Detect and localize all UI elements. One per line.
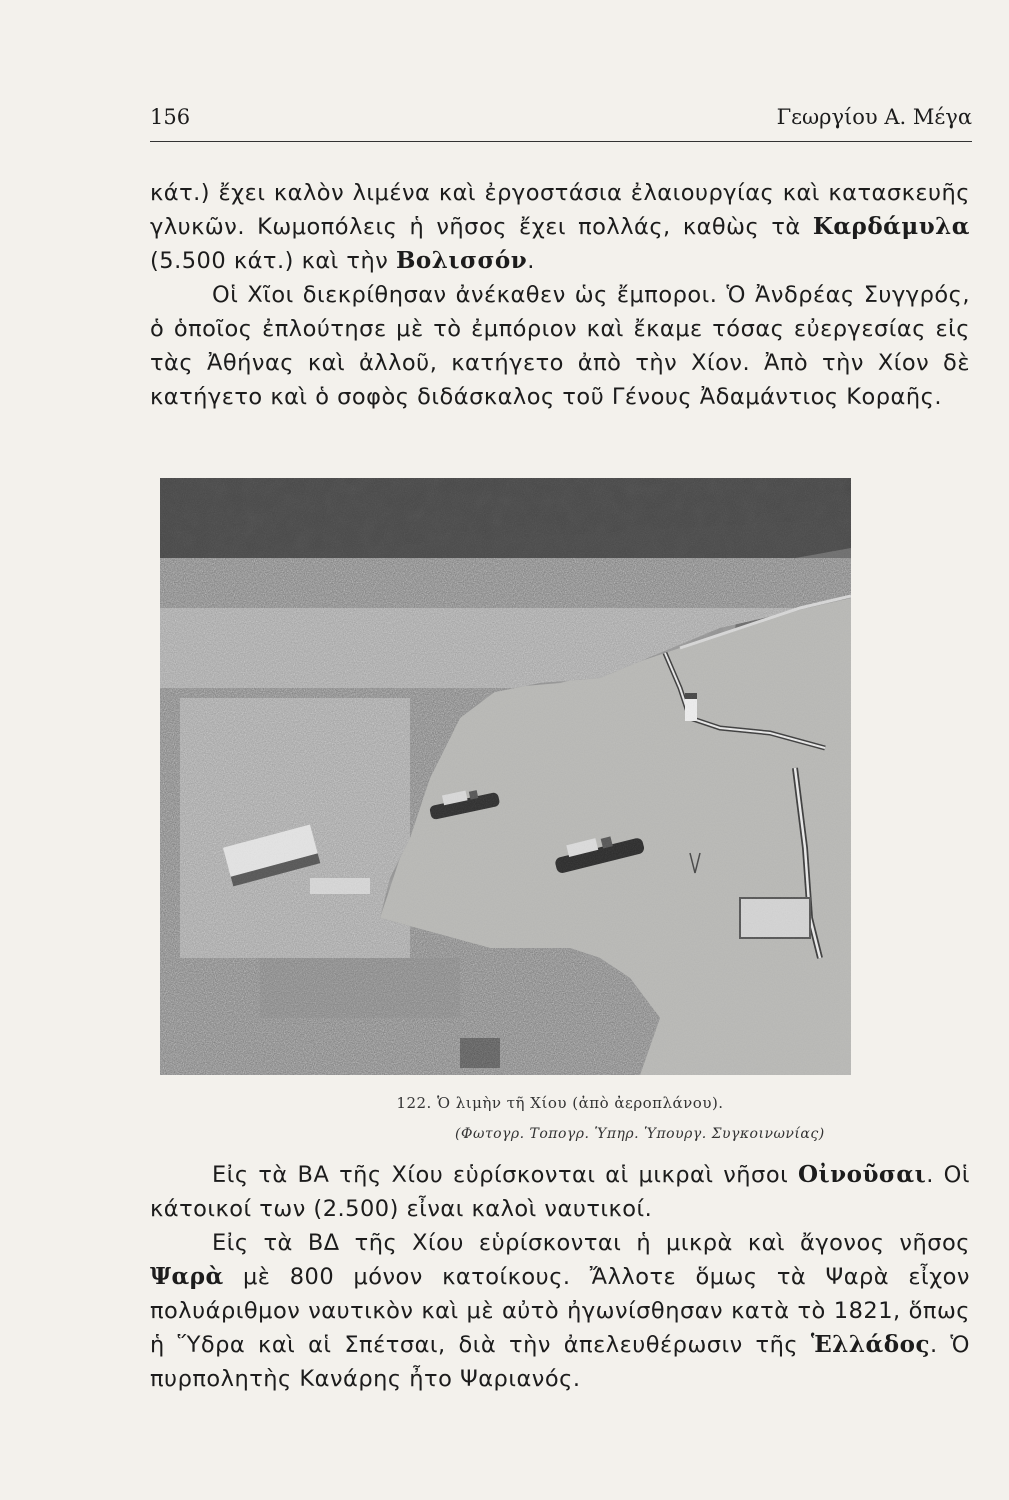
figure-caption-block [150, 1094, 970, 1142]
harbor-aerial-photo [160, 478, 851, 1075]
running-head: Γεωργίου Α. Μέγα [776, 105, 972, 129]
paragraph-1: κάτ.) ἔχει καλὸν λιμένα καὶ ἐργοστάσια ἐλαιουργίας καὶ κατασκευῆς γλυκῶν. Κωμοπόλεις ἡ νῆσος ἔχει πολλάς, καθὼς τὰ Καρδάμυλα (5.500 κάτ.) καὶ τὴν Βολισσόν. [150, 180, 970, 274]
figure-caption: 122. Ὁ λιμὴν τῆ Χίου (ἀπὸ ἀεροπλάνου). [396, 1094, 724, 1112]
place-name-kardamyla: Καρδάμυλα [812, 213, 970, 240]
page-header [150, 105, 972, 145]
paragraph-4: Εἰς τὰ ΒΔ τῆς Χίου εὑρίσκονται ἡ μικρὰ καὶ ἄγονος νῆσος Ψαρὰ μὲ 800 μόνον κατοίκους. Ἄλλοτε ὅμως τὰ Ψαρὰ εἶχον πολυάριθμον ναυτικὸν καὶ μὲ αὐτὸ ἠγωνίσθησαν κατὰ τὸ 1821, ὅπως ἡ Ὕδρα καὶ αἱ Σπέτσαι, διὰ τὴν ἀπελευθέρωσιν τῆς Ἑλλάδος. Ὁ πυρπολητὴς Κανάρης ἦτο Ψαριανός. [150, 1230, 971, 1392]
header-rule [150, 141, 972, 142]
paragraph-3: Εἰς τὰ ΒΑ τῆς Χίου εὑρίσκονται αἱ μικραὶ νῆσοι Οἰνοῦσαι. Οἱ κάτοικοί των (2.500) εἶναι καλοὶ ναυτικοί. [150, 1161, 970, 1222]
page-number: 156 [150, 105, 191, 129]
paragraph-2: Οἱ Χῖοι διεκρίθησαν ἀνέκαθεν ὡς ἔμποροι. Ὁ Ἀνδρέας Συγγρός, ὁ ὁποῖος ἐπλούτησε μὲ τὸ ἐμπόριον καὶ ἔκαμε τόσας εὐεργεσίας εἰς τὰς Ἀθήνας καὶ ἀλλοῦ, κατήγετο ἀπὸ τὴν Χίον. Ἀπὸ τὴν Χίον δὲ κατήγετο καὶ ὁ σοφὸς διδάσκαλος τοῦ Γένους Ἀδαμάντιος Κοραῆς. [150, 282, 970, 410]
body-text-bottom [150, 1158, 970, 1396]
place-name-psara: Ψαρὰ [150, 1263, 224, 1290]
place-name-ellados: Ἑλλάδος [810, 1331, 930, 1358]
place-name-oinousses: Οἰνοῦσαι [798, 1161, 927, 1188]
place-name-volissos: Βολισσόν [395, 247, 528, 274]
photo-credit: (Φωτογρ. Τοπογρ. Ὑπηρ. Ὑπουργ. Συγκοινωνίας) [455, 1126, 825, 1142]
body-text-top [150, 176, 970, 414]
